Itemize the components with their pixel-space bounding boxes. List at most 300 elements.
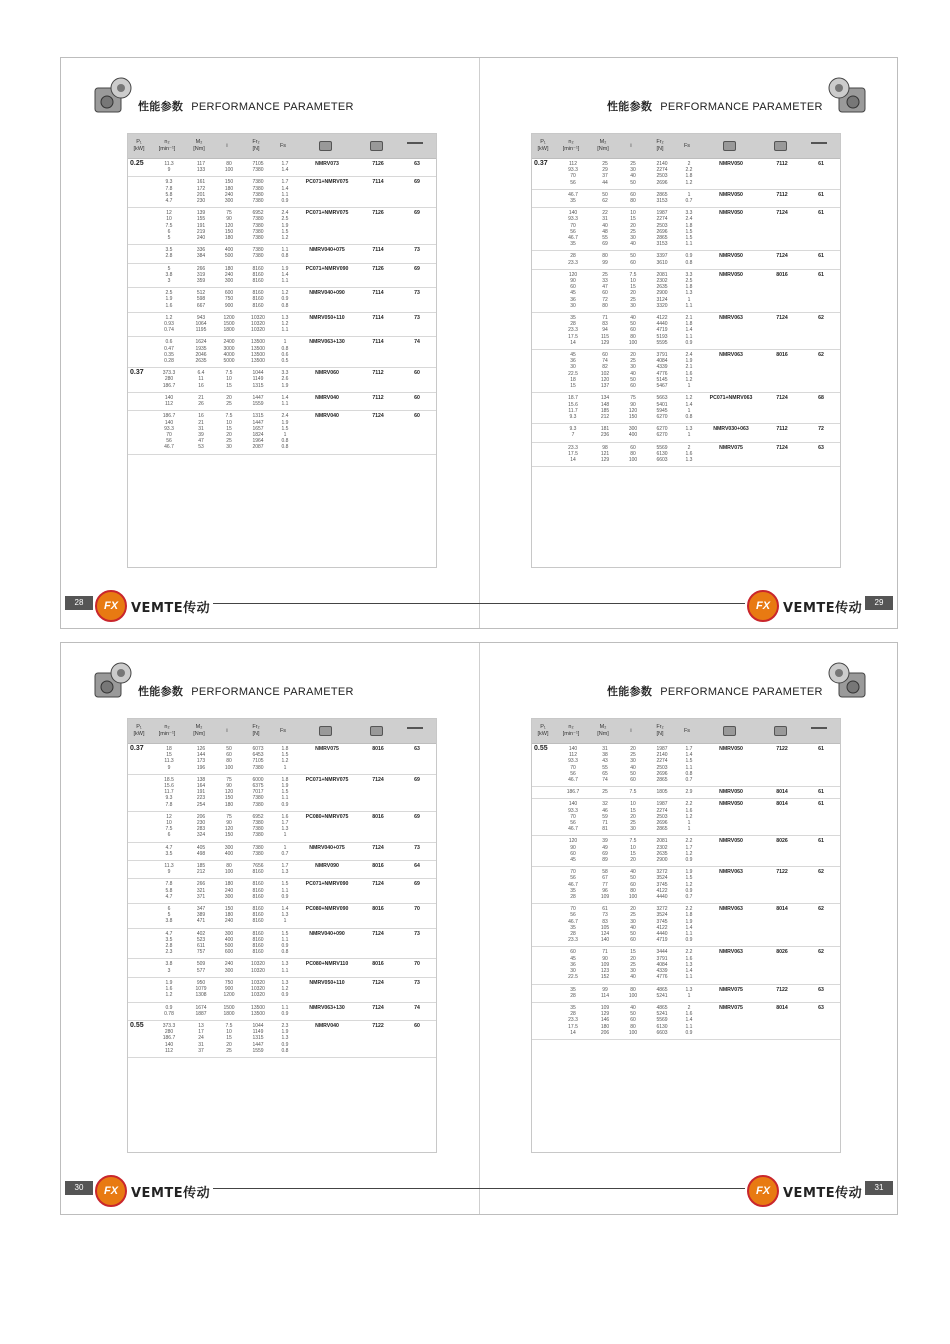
torque-cell: 950 1079 1308: [195, 979, 207, 999]
ratio-cell: 180 240 300: [224, 265, 234, 285]
brand-logo: FX: [747, 590, 779, 622]
torque-cell: 138 164 191 223 254: [196, 776, 206, 808]
power-cell: [128, 845, 152, 857]
motor-cell: 7114: [372, 179, 384, 186]
model-cell: NMRV063+130: [309, 339, 345, 346]
ratio-cell: 20 25 30 40 50 60: [630, 746, 636, 784]
column-header-m: M₂ [Nm]: [597, 724, 609, 737]
column-header-i: i: [630, 727, 632, 734]
table-row: [532, 424, 840, 442]
gearbox-icon: [723, 141, 736, 151]
ratio-cell: 15 20 25 30 40: [630, 949, 636, 981]
ratio-cell: 40 50 60 80 100: [628, 1004, 638, 1036]
radial-load-cell: 4122 4440 4719 5193 5595: [656, 315, 668, 346]
column-header-i: i: [630, 142, 632, 149]
section-header: 性能参数 PERFORMANCE PARAMETER: [138, 100, 354, 113]
section-header: 性能参数 PERFORMANCE PARAMETER: [138, 685, 354, 698]
model-cell: NMRV040+075: [309, 247, 345, 254]
torque-cell: 126 144 173 196: [196, 746, 206, 771]
model-cell: NMRV040: [315, 413, 339, 420]
table-header: [128, 134, 436, 159]
radial-load-cell: 8160 8160 8160: [252, 290, 264, 309]
service-factor-cell: 1.4 1.1: [281, 394, 289, 408]
radial-load-cell: 5663 5401 5945 6270: [656, 395, 668, 420]
ratio-cell: 50 60 80 100: [224, 746, 234, 771]
power-cell: [532, 838, 556, 863]
radial-load-cell: 6000 6375 7017 7380 7380: [252, 776, 264, 808]
model-cell: PC071+NMRV090: [305, 881, 349, 888]
table-row: [128, 393, 436, 411]
service-factor-cell: 1.3 1.1: [281, 961, 289, 974]
table-row: [532, 799, 840, 836]
speed-cell: 7.8 5.8 4.7: [165, 881, 173, 900]
table-row: [128, 159, 436, 177]
motor-cell: 7122: [372, 1022, 384, 1029]
radial-load-cell: 2865 3153: [656, 191, 668, 205]
service-factor-cell: 1.3 1.2 0.9: [281, 979, 289, 999]
ratio-cell: 7.5 10 15 20 25 30: [225, 413, 233, 451]
page-ref-cell: 62: [818, 949, 824, 956]
column-header-model: [294, 134, 356, 158]
radial-load-cell: 8160 8160 8160: [252, 881, 264, 900]
motor-cell: 8026: [776, 838, 788, 845]
service-factor-cell: 1 0.7: [685, 191, 693, 205]
ratio-cell: 750 900 1200: [223, 979, 235, 999]
torque-cell: 13 17 24 31 37: [198, 1022, 204, 1054]
radial-load-cell: 13500 13500: [251, 1004, 265, 1017]
speed-cell: 120 90 60 45: [568, 838, 578, 864]
table-row: [128, 959, 436, 977]
torque-cell: 347 389 471: [196, 906, 206, 925]
motor-cell: 7126: [372, 265, 384, 272]
service-factor-cell: 3.3 2.6 1.9: [281, 370, 289, 389]
torque-cell: 109 129 146 180 206: [600, 1004, 610, 1036]
page-ref-cell: 69: [414, 776, 420, 783]
power-cell: [128, 290, 152, 309]
ratio-cell: 60 80: [630, 191, 636, 205]
speed-cell: 186.7: [566, 789, 580, 796]
dimension-icon: [811, 142, 827, 150]
power-cell: [128, 339, 152, 364]
page-fold: [479, 58, 480, 628]
speed-cell: 12 10 7.5 6 5: [165, 210, 173, 242]
service-factor-cell: 2.2 1.7 1.2 0.9: [685, 838, 693, 864]
service-factor-cell: 1.5 1.1 0.9 0.8: [281, 930, 289, 956]
section-header: 性能参数 PERFORMANCE PARAMETER: [607, 100, 823, 113]
motor-cell: 7112: [372, 370, 384, 377]
column-header-p: P₁ [kW]: [133, 139, 145, 152]
column-header-fs: Fs: [279, 727, 287, 734]
table-body: [128, 159, 436, 455]
brand-footer: [95, 590, 210, 622]
motor-cell: 7124: [776, 315, 788, 322]
column-header-page: [396, 719, 434, 743]
table-row: [128, 264, 436, 289]
speed-cell: 6 5 3.8: [165, 906, 173, 925]
radial-load-cell: 2081 2302 2635 2900 3124 3320: [656, 271, 668, 309]
page-ref-cell: 74: [414, 339, 420, 346]
ratio-cell: 50 60: [630, 253, 636, 266]
model-cell: NMRV040: [315, 1022, 339, 1029]
torque-cell: 134 148 185 212: [600, 395, 610, 420]
radial-load-cell: 3444 3791 4084 4339 4776: [656, 949, 668, 981]
gearbox-illustration-icon: [825, 74, 871, 120]
column-header-m: M₂ [Nm]: [193, 139, 205, 152]
table-row: [128, 288, 436, 313]
page-ref-cell: 73: [414, 930, 420, 937]
service-factor-cell: 2.3 1.9 1.3 0.9 0.8: [281, 1022, 289, 1054]
power-cell: [532, 987, 556, 999]
torque-cell: 509 577: [196, 961, 206, 974]
column-header-n: n₂ [min⁻¹]: [158, 139, 176, 152]
brand-footer: [747, 1175, 862, 1207]
motor-cell: 7126: [372, 161, 384, 167]
model-cell: NMRV075: [719, 986, 743, 993]
power-cell: [532, 192, 556, 204]
model-cell: PC071+NMRV075: [305, 776, 349, 783]
ratio-cell: 20 25: [226, 394, 232, 408]
brand-footer: [95, 1175, 210, 1207]
motor-cell: 8016: [776, 352, 788, 359]
radial-load-cell: 7380 7380: [252, 844, 264, 857]
speed-cell: 140 112: [164, 394, 174, 408]
motor-cell: 7124: [372, 1004, 384, 1011]
gearbox-illustration-icon: [89, 74, 135, 120]
performance-table: [127, 718, 437, 1153]
table-row: [128, 208, 436, 245]
motor-cell: 7124: [372, 881, 384, 888]
radial-load-cell: 5569 6130 6603: [656, 444, 668, 463]
radial-load-cell: 1044 1149 1315 1447 1559: [252, 1022, 264, 1054]
torque-cell: 181 236: [600, 426, 610, 439]
motor-cell: 7124: [372, 413, 384, 420]
table-row: [532, 313, 840, 350]
table-body: [532, 159, 840, 467]
speed-cell: 1.2 0.93 0.74: [164, 314, 174, 334]
motor-cell: 7124: [776, 210, 788, 217]
model-cell: PC071+NMRV075: [305, 210, 349, 217]
torque-cell: 25: [602, 789, 608, 796]
model-cell: PC080+NMRV090: [305, 906, 349, 913]
column-header-i: i: [226, 727, 228, 734]
motor-cell: 7124: [776, 253, 788, 260]
page-ref-cell: 61: [818, 253, 824, 260]
page-ref-cell: 73: [414, 314, 420, 321]
power-cell: 0.37: [130, 369, 144, 377]
page-ref-cell: 73: [414, 844, 420, 851]
speed-cell: 373.3 280 186.7 140 112: [162, 1022, 176, 1054]
table-row: [128, 177, 436, 208]
ratio-cell: 300 400: [224, 844, 234, 857]
motor-cell: 7122: [776, 986, 788, 993]
power-cell: [532, 789, 556, 795]
power-cell: [128, 961, 152, 973]
speed-cell: 9.3 7.8 5.8 4.7: [165, 179, 173, 205]
motor-icon: [370, 141, 383, 151]
table-row: [128, 1021, 436, 1058]
power-cell: [128, 413, 152, 450]
table-row: [128, 929, 436, 960]
radial-load-cell: 6952 7380 7380 7380: [252, 813, 264, 839]
page-ref-cell: 61: [818, 746, 824, 752]
service-factor-cell: 1.7 1.3: [281, 863, 289, 876]
table-row: [532, 208, 840, 251]
motor-cell: 8026: [776, 949, 788, 956]
speed-cell: 3.5 2.8: [165, 247, 173, 260]
ratio-cell: 600 750 900: [224, 290, 234, 309]
ratio-cell: 240 300: [224, 961, 234, 974]
radial-load-cell: 8160 8160 8160: [252, 906, 264, 925]
table-row: [128, 879, 436, 904]
service-factor-cell: 3.3 2.4 1.8 1.5 1.5 1.1: [685, 210, 693, 248]
power-cell: [128, 863, 152, 875]
table-header: [128, 719, 436, 744]
ratio-cell: 1500 1800: [223, 1004, 235, 1017]
column-header-page: [800, 134, 838, 158]
table-row: [128, 368, 436, 393]
power-cell: [532, 445, 556, 464]
table-row: [532, 270, 840, 313]
table-row: [532, 251, 840, 269]
catalog-spread-2: [60, 642, 898, 1215]
speed-cell: 70 56 46.7 35 28: [568, 869, 578, 901]
service-factor-cell: 1.8 1.5 1.2 1: [281, 746, 289, 771]
power-cell: [532, 1005, 556, 1036]
speed-cell: 112 93.3 70 56: [568, 161, 578, 186]
column-header-model: [698, 134, 760, 158]
service-factor-cell: 2.4 2.5 1.9 1.5 1.2: [281, 210, 289, 242]
column-header-fr: Fr₂ [N]: [656, 139, 664, 152]
power-cell: 0.37: [534, 160, 548, 167]
page-ref-cell: 69: [414, 179, 420, 186]
power-cell: [128, 881, 152, 900]
speed-cell: 1.9 1.6 1.2: [165, 979, 173, 999]
torque-cell: 6.4 11 16: [197, 370, 205, 389]
power-cell: 0.55: [130, 1021, 144, 1029]
page-ref-cell: 73: [414, 247, 420, 254]
radial-load-cell: 1987 2140 2274 2503 2696 2865: [656, 746, 668, 784]
speed-cell: 2.5 1.9 1.6: [165, 290, 173, 309]
radial-load-cell: 3272 3524 3745 4122 4440: [656, 869, 668, 901]
model-cell: NMRV050: [719, 789, 743, 796]
radial-load-cell: 1044 1149 1315: [252, 370, 264, 389]
motor-cell: 8014: [776, 906, 788, 913]
column-header-m: M₂ [Nm]: [193, 724, 205, 737]
speed-cell: 23.3 17.5 14: [568, 444, 578, 463]
power-cell: 0.37: [130, 745, 144, 752]
table-header: [532, 134, 840, 159]
service-factor-cell: 3.3 2.5 1.8 1.3 1 1.1: [685, 271, 693, 309]
motor-cell: 7124: [372, 979, 384, 986]
dimension-icon: [407, 727, 423, 735]
model-cell: NMRV050: [719, 191, 743, 198]
model-cell: NMRV050: [719, 253, 743, 260]
power-cell: [128, 266, 152, 285]
page-ref-cell: 61: [818, 191, 824, 198]
speed-cell: 28 23.3: [568, 253, 578, 266]
table-row: [128, 904, 436, 929]
page-ref-cell: 61: [818, 161, 824, 167]
power-cell: [128, 980, 152, 999]
page-ref-cell: 62: [818, 315, 824, 322]
model-cell: NMRV050+110: [309, 314, 345, 321]
radial-load-cell: 4865 5241: [656, 986, 668, 999]
motor-cell: 7124: [372, 930, 384, 937]
power-cell: [532, 352, 556, 389]
motor-cell: 7122: [776, 869, 788, 876]
torque-cell: 336 384: [196, 247, 206, 260]
model-cell: NMRV063+130: [309, 1004, 345, 1011]
page-ref-cell: 73: [414, 979, 420, 986]
table-row: [532, 350, 840, 393]
model-cell: NMRV050: [719, 161, 743, 167]
service-factor-cell: 1.3 1: [685, 426, 693, 439]
page-number: 29: [865, 596, 893, 610]
footer-rule: [213, 1188, 479, 1189]
model-cell: NMRV063: [719, 949, 743, 956]
motor-cell: 8016: [372, 813, 384, 820]
column-header-m: M₂ [Nm]: [597, 139, 609, 152]
page-ref-cell: 62: [818, 906, 824, 913]
power-cell: [532, 869, 556, 900]
torque-cell: 60 74 82 102 120 137: [600, 352, 610, 390]
torque-cell: 16 21 31 39 47 53: [198, 413, 204, 451]
footer-rule: [213, 603, 479, 604]
ratio-cell: 150 180 240: [224, 906, 234, 925]
model-cell: NMRV073: [315, 161, 339, 167]
ratio-cell: 75 90 120 150: [224, 813, 234, 839]
radial-load-cell: 1315 1447 1657 1824 1964 2087: [252, 413, 264, 451]
table-row: [128, 861, 436, 879]
radial-load-cell: 7656 8160: [252, 863, 264, 876]
footer-rule: [479, 1188, 745, 1189]
speed-cell: 0.6 0.47 0.35 0.28: [164, 339, 174, 365]
brand-name: VEMTE传动: [783, 600, 863, 616]
model-cell: NMRV040+090: [309, 290, 345, 297]
column-header-p: P₁ [kW]: [537, 139, 549, 152]
ratio-cell: 75 90 120 150: [628, 395, 638, 420]
performance-table: [531, 133, 841, 568]
speed-cell: 35 28: [570, 986, 576, 999]
column-header-n: n₂ [min⁻¹]: [562, 724, 580, 737]
page-ref-cell: 60: [414, 413, 420, 420]
service-factor-cell: 2.2 1.6 1.3 1.4 1.1: [685, 949, 693, 981]
motor-cell: 7124: [372, 776, 384, 783]
model-cell: NMRV040+090: [309, 930, 345, 937]
motor-icon: [774, 726, 787, 736]
page-ref-cell: 61: [818, 801, 824, 808]
table-row: [128, 978, 436, 1003]
page-ref-cell: 70: [414, 906, 420, 913]
radial-load-cell: 6073 6453 7105 7380: [252, 746, 264, 771]
table-body: [128, 744, 436, 1058]
table-row: [128, 337, 436, 368]
torque-cell: 50 62: [602, 191, 608, 205]
radial-load-cell: 3791 4084 4339 4776 5145 5467: [656, 352, 668, 390]
page-ref-cell: 69: [414, 210, 420, 217]
page-ref-cell: 60: [414, 394, 420, 401]
torque-cell: 1674 1887: [195, 1004, 207, 1017]
table-row: [128, 313, 436, 338]
model-cell: NMRV050: [719, 746, 743, 752]
table-row: [532, 947, 840, 984]
column-header-i: i: [226, 142, 228, 149]
ratio-cell: 7.5 10 15 20 25: [225, 1022, 233, 1054]
radial-load-cell: 7380 7380 7380 7380: [252, 179, 264, 205]
model-cell: NMRV030+063: [713, 426, 749, 433]
ratio-cell: 80 100: [224, 161, 234, 174]
service-factor-cell: 1.1 0.9: [281, 1004, 289, 1017]
table-row: [128, 245, 436, 263]
gearbox-illustration-icon: [825, 659, 871, 705]
model-cell: NMRV050: [719, 271, 743, 278]
torque-cell: 21 26: [198, 394, 204, 408]
power-cell: 0.55: [534, 745, 548, 752]
speed-cell: 4.7 3.5 2.8 2.3: [165, 930, 173, 956]
table-row: [532, 1003, 840, 1040]
model-cell: PC071+NMRV063: [709, 395, 753, 402]
model-cell: PC071+NMRV075: [305, 179, 349, 186]
motor-cell: 7126: [372, 210, 384, 217]
speed-cell: 5 3.8 3: [165, 265, 173, 285]
ratio-cell: 40 50 60 80 100: [628, 315, 638, 346]
speed-cell: 60 45 36 30 22.5: [568, 949, 578, 981]
service-factor-cell: 2.9: [685, 789, 693, 796]
column-header-fr: Fr₂ [N]: [252, 139, 260, 152]
table-row: [532, 190, 840, 208]
column-header-model: [294, 719, 356, 743]
column-header-model: [698, 719, 760, 743]
torque-cell: 266 321 371: [196, 881, 206, 900]
ratio-cell: 7.5 10 15: [225, 370, 233, 389]
model-cell: PC080+NMRV110: [305, 961, 349, 968]
table-row: [532, 836, 840, 867]
power-cell: 0.25: [130, 160, 144, 167]
speed-cell: 140 112 93.3 70 56 46.7: [568, 746, 578, 784]
motor-cell: 7112: [776, 191, 788, 198]
gearbox-icon: [319, 141, 332, 151]
motor-cell: 8016: [372, 961, 384, 968]
table-row: [532, 443, 840, 468]
torque-cell: 25 33 47 60 72 80: [602, 271, 608, 309]
service-factor-cell: 1.1 0.8: [281, 247, 289, 260]
torque-cell: 161 172 201 230: [196, 179, 206, 205]
power-cell: [128, 1005, 152, 1017]
ratio-cell: 60 80 100: [628, 444, 638, 463]
power-cell: [532, 253, 556, 265]
motor-cell: 8016: [776, 271, 788, 278]
service-factor-cell: 2 1.6 1.4 1.1 0.9: [685, 1004, 693, 1036]
torque-cell: 32 46 59 71 81: [602, 801, 608, 833]
model-cell: NMRV050: [719, 801, 743, 808]
column-header-page: [800, 719, 838, 743]
motor-cell: 7112: [372, 394, 384, 401]
torque-cell: 80 99: [602, 253, 608, 266]
motor-cell: 8014: [776, 801, 788, 808]
torque-cell: 1624 1935 2046 2635: [195, 339, 207, 365]
radial-load-cell: 6270 6270: [656, 426, 668, 439]
model-cell: NMRV090: [315, 863, 339, 870]
motor-cell: 7122: [776, 746, 788, 752]
ratio-cell: 20 25 30 40 50 60: [630, 352, 636, 390]
torque-cell: 402 523 611 757: [196, 930, 206, 956]
torque-cell: 61 73 83 105 124 140: [600, 906, 610, 944]
speed-cell: 45 36 30 22.5 18 15: [568, 352, 578, 390]
model-cell: NMRV075: [315, 746, 339, 752]
radial-load-cell: 10320 10320 10320: [251, 314, 265, 334]
column-header-motor: [760, 134, 800, 158]
performance-table: [531, 718, 841, 1153]
